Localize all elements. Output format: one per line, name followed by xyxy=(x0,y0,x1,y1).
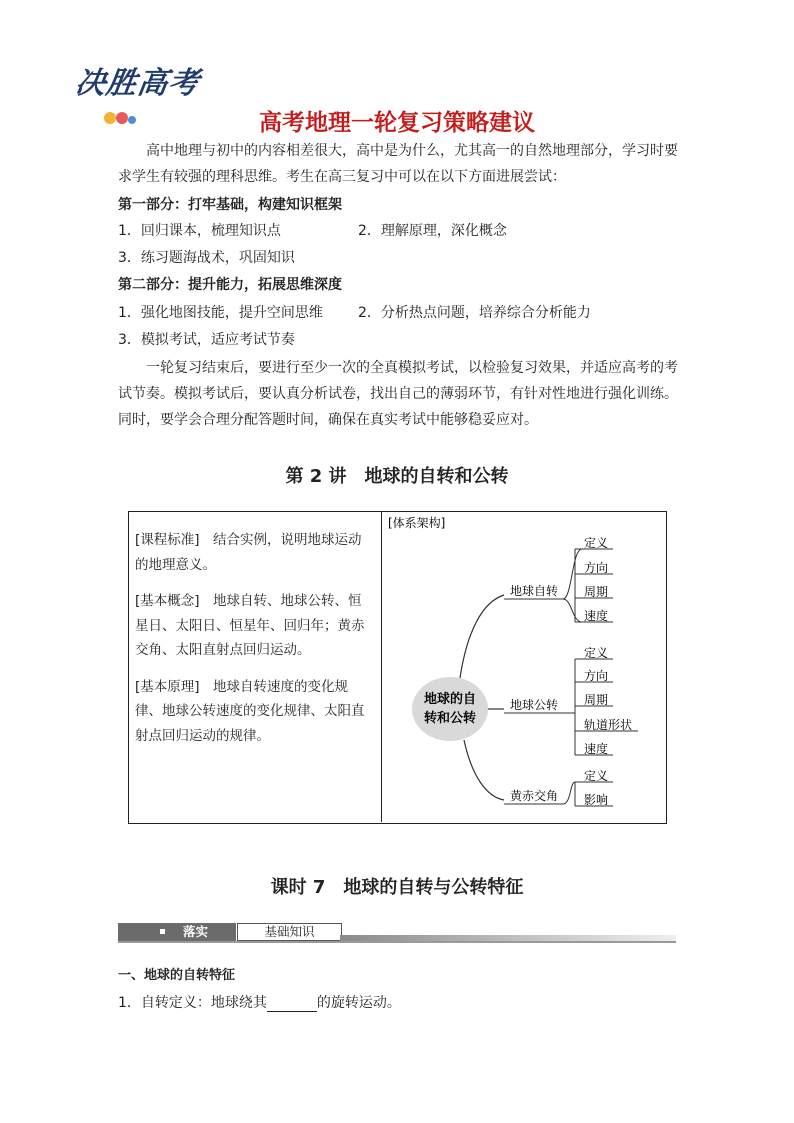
branch-obliquity xyxy=(504,769,613,807)
banner-underline xyxy=(118,941,676,943)
part2-item-1: 1．强化地图技能，提升空间思维 xyxy=(118,305,323,321)
part1-item-3: 3．练习题海战术，巩固知识 xyxy=(118,250,295,266)
banner-right-label: 基础知识 xyxy=(237,923,342,941)
leaf: 方向 xyxy=(583,561,609,575)
leaf: 影响 xyxy=(583,793,609,807)
banner-left-label: 落实 xyxy=(183,924,209,939)
part2-item-3: 3．模拟考试，适应考试节奏 xyxy=(118,332,295,348)
lesson-title: 课时 7 地球的自转与公转特征 xyxy=(270,877,524,898)
branch-rotation xyxy=(504,536,613,623)
section-heading: 一、地球的自转特征 xyxy=(118,968,236,983)
basic-concepts: [基本概念] 地球自转、地球公转、恒星日、太阳日、恒星年、回归年；黄赤交角、太阳直射点回归运动。 xyxy=(135,593,365,658)
leaf: 周期 xyxy=(583,693,609,707)
question-text-before: 1．自转定义：地球绕其 xyxy=(118,995,267,1011)
leaf: 定义 xyxy=(583,646,609,660)
intro-paragraph: 高中地理与初中的内容相差很大，高中是为什么，尤其高一的自然地理部分，学习时要求学生有较强的理科思维。考生在高三复习中可以在以下方面进展尝试： xyxy=(118,143,678,185)
branch-label: 地球自转 xyxy=(509,584,559,598)
part1-heading: 第一部分：打牢基础，构建知识框架 xyxy=(118,197,342,213)
leaf: 速度 xyxy=(583,609,609,623)
basic-principles: [基本原理] 地球自转速度的变化规律、地球公转速度的变化规律、太阳直射点回归运动的规律。 xyxy=(135,678,365,744)
course-standard: [课程标准] 结合实例，说明地球运动的地理意义。 xyxy=(135,532,362,573)
box-left-column xyxy=(135,528,375,760)
leaf: 定义 xyxy=(583,769,609,783)
logo: 决胜高考 xyxy=(73,66,202,101)
mindmap-center xyxy=(412,677,488,741)
mind-map xyxy=(382,512,664,821)
leaf: 周期 xyxy=(583,585,609,599)
part2-item-2: 2．分析热点问题，培养综合分析能力 xyxy=(358,305,591,321)
leaf: 方向 xyxy=(583,669,609,683)
lecture-title: 第 2 讲 地球的自转和公转 xyxy=(285,466,509,487)
question-1 xyxy=(118,992,401,1012)
page-title: 高考地理一轮复习策略建议 xyxy=(259,110,535,136)
square-bullet-icon xyxy=(160,929,165,934)
part1-item-1: 1．回归课本，梳理知识点 xyxy=(118,223,281,239)
mindmap-center-line1: 地球的自 xyxy=(423,692,477,707)
part1-item-2: 2．理解原理，深化概念 xyxy=(358,223,507,239)
section-banner xyxy=(118,923,236,941)
branch-revolution xyxy=(504,646,638,756)
framework-label: [体系架构] xyxy=(388,516,446,530)
leaf: 定义 xyxy=(583,536,609,550)
leaf: 轨道形状 xyxy=(583,718,633,732)
part2-paragraph: 一轮复习结束后，要进行至少一次的全真模拟考试，以检验复习效果，并适应高考的考试节奏。模拟考试后，要认真分析试卷，找出自己的薄弱环节，有针对性地进行强化训练。同时，要学会合理分配答题时间，确保在真实考试中能够稳妥应对。 xyxy=(118,360,678,428)
fill-blank[interactable] xyxy=(267,997,317,1012)
branch-label: 黄赤交角 xyxy=(509,789,559,803)
leaf: 速度 xyxy=(583,742,609,756)
question-text-after: 的旋转运动。 xyxy=(316,995,401,1011)
branch-label: 地球公转 xyxy=(509,698,559,712)
mindmap-center-line2: 转和公转 xyxy=(423,711,477,726)
part2-heading: 第二部分：提升能力，拓展思维深度 xyxy=(118,277,342,293)
